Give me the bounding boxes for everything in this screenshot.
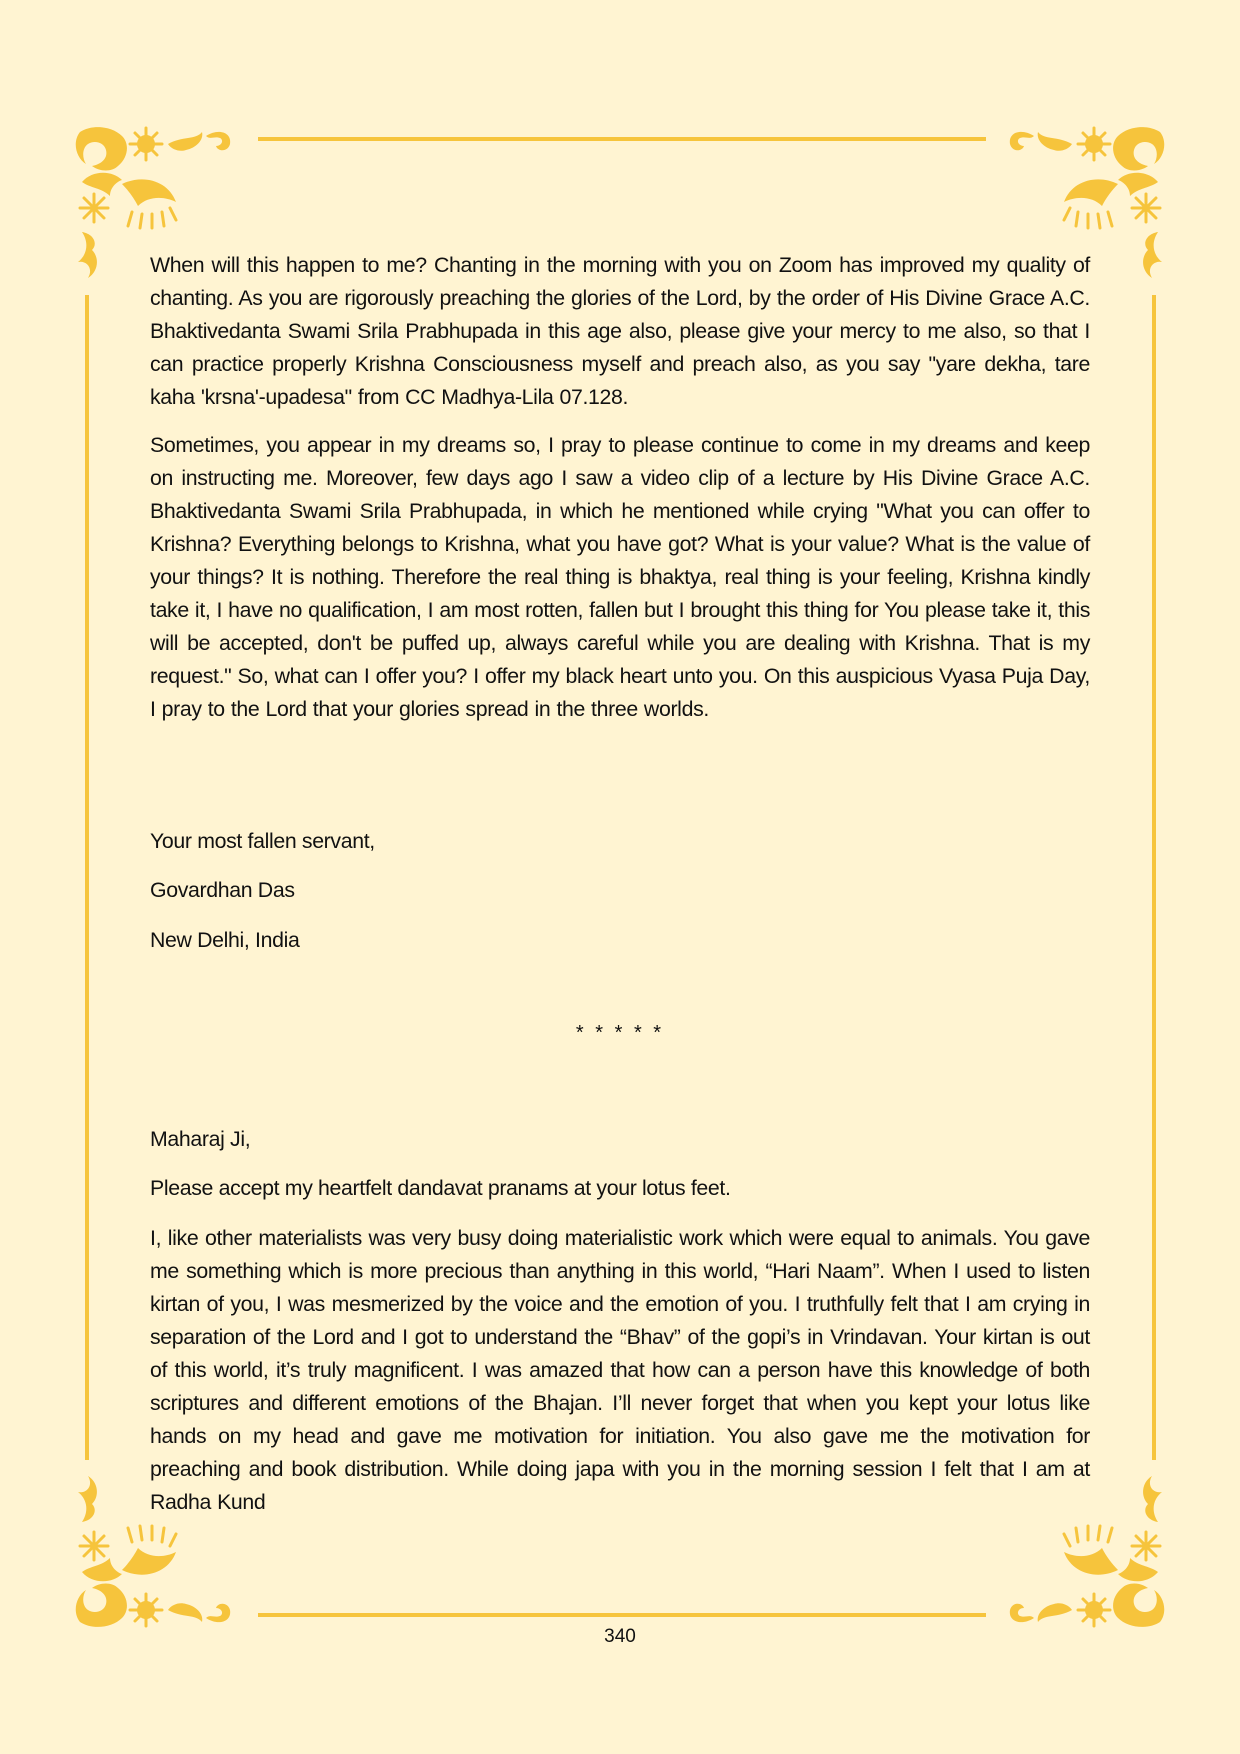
paragraph-text: When will this happen to me? Chanting in the morning with you on Zoom has improved my quality of chanting. As you are rigorously preaching the glories of the Lord, by the order of His Divine Grace A.C. Bhaktivedanta Swami Srila Prabhupada in this age also, please give your mercy to me also, so that I can practice properly Krishna Consciousness myself and preach also, as you say "yare dekha, tare kaha 'krsna'-upadesa" from CC Madhya-Lila 07.128.: [150, 253, 1090, 409]
letter1-paragraph-1: [150, 249, 1090, 414]
letter2-paragraph-1: [150, 1222, 1090, 1519]
salutation: Maharaj Ji,: [150, 1127, 251, 1151]
border-bottom-line: [258, 1613, 986, 1617]
paragraph-text: I, like other materialists was very busy doing materialistic work which were equal to animals. You gave me something which is more precious than anything in this world, “Hari Naam”. When I used to listen kirtan of you, I was mesmerized by the voice and the emotion of you. I truthfully felt that I am crying in separation of the Lord and I got to understand the “Bhav” of the gopi’s in Vrindavan. Your kirtan is out of this world, it’s truly magnificent. I was amazed that how can a person have this knowledge of both scriptures and different emotions of the Bhajan. I’ll never forget that when you kept your lotus like hands on my head and gave me motivation for initiation. You also gave me the motivation for preaching and book distribution. While doing japa with you in the morning session I felt that I am at Radha Kund: [150, 1226, 1090, 1514]
border-right-line: [1152, 295, 1156, 1460]
border-left-line: [85, 295, 89, 1460]
closing-line: Your most fallen servant,: [150, 829, 375, 853]
letter1-paragraph-2: [150, 429, 1090, 726]
paragraph-text: Sometimes, you appear in my dreams so, I pray to please continue to come in my dreams and keep on instructing me. Moreover, few days ago I saw a video clip of a lecture by His Divine Grace A.C. Bhaktivedanta Swami Srila Prabhupada, in which he mentioned while crying "What you can offer to Krishna? Everything belongs to Krishna, what you have got? What is your value? What is the value of your things? It is nothing. Therefore the real thing is bhaktya, real thing is your feeling, Krishna kindly take it, I have no qualification, I am most rotten, fallen but I brought this thing for You please take it, this will be accepted, don't be puffed up, always careful while you are dealing with Krishna. That is my request." So, what can I offer you? I offer my black heart unto you. On this auspicious Vyasa Puja Day, I pray to the Lord that your glories spread in the three worlds.: [150, 433, 1090, 721]
section-separator: * * * * *: [575, 1022, 665, 1044]
page-number: 340: [604, 1626, 636, 1647]
greeting: Please accept my heartfelt dandavat pranams at your lotus feet.: [150, 1176, 731, 1200]
author-location: New Delhi, India: [150, 928, 300, 952]
border-top-line: [258, 137, 986, 141]
author-name: Govardhan Das: [150, 878, 295, 902]
